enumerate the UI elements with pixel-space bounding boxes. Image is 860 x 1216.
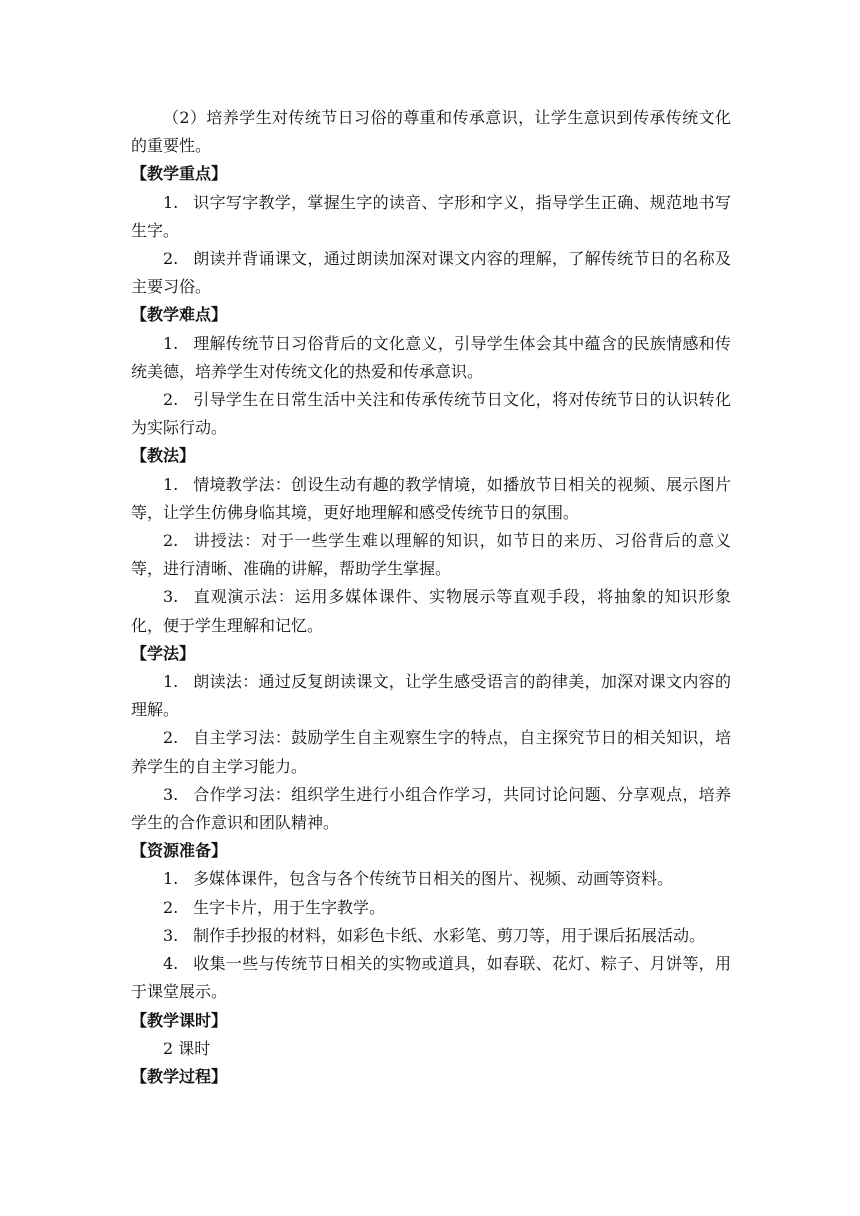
item-number: 2.	[163, 897, 179, 917]
class-hours-value	[131, 1035, 731, 1063]
item-text: 理解传统节日习俗背后的文化意义，引导学生体会其中蕴含的民族情感和传统美德，培养学生对传统文化的热爱和传承意识。	[131, 333, 731, 381]
item-number: 1.	[163, 869, 179, 889]
item-text: 收集一些与传统节日相关的实物或道具，如春联、花灯、粽子、月饼等，用于课堂展示。	[131, 954, 731, 1002]
item-number: 1.	[163, 333, 179, 353]
list-item	[131, 245, 731, 301]
item-text: 合作学习法：组织学生进行小组合作学习，共同讨论问题、分享观点，培养学生的合作意识和团队精神。	[131, 784, 731, 833]
list-item	[131, 527, 731, 583]
list-item	[131, 668, 731, 724]
item-number: 3.	[163, 925, 179, 945]
item-number: 2.	[163, 728, 179, 748]
list-item	[131, 724, 731, 780]
list-item	[131, 189, 731, 245]
item-number: 1.	[163, 192, 179, 212]
item-text: 自主学习法：鼓励学生自主观察生字的特点，自主探究节日的相关知识，培养学生的自主学习能力。	[131, 728, 731, 776]
item-text: 引导学生在日常生活中关注和传承传统节日文化，将对传统节日的认识转化为实际行动。	[131, 390, 731, 438]
item-text: 生字卡片，用于生字教学。	[193, 897, 386, 917]
list-item	[131, 386, 731, 442]
section-heading-teaching-methods: 【教法】	[131, 446, 196, 466]
item-text: 2 课时	[163, 1038, 211, 1058]
list-item	[131, 950, 731, 1006]
section-heading-teaching-process: 【教学过程】	[131, 1066, 228, 1086]
item-number: 3.	[163, 587, 179, 607]
item-number: 2.	[163, 531, 179, 551]
item-number: 4.	[163, 954, 179, 974]
section-heading-class-hours: 【教学课时】	[131, 1010, 228, 1030]
section-heading-resources: 【资源准备】	[131, 841, 228, 861]
item-number: 2.	[163, 390, 179, 410]
item-number: 1.	[163, 672, 179, 692]
intro-paragraph: （2）培养学生对传统节日习俗的尊重和传承意识，让学生意识到传承传统文化的重要性。	[131, 108, 731, 156]
item-text: 朗读并背诵课文，通过朗读加深对课文内容的理解，了解传统节日的名称及主要习俗。	[131, 249, 731, 297]
item-number: 3.	[163, 784, 179, 804]
item-text: 识字写字教学，掌握生字的读音、字形和字义，指导学生正确、规范地书写生字。	[131, 192, 731, 240]
item-text: 情境教学法：创设生动有趣的教学情境，如播放节日相关的视频、展示图片等，让学生仿佛身临其境，更好地理解和感受传统节日的氛围。	[131, 474, 731, 522]
section-heading-learning-methods: 【学法】	[131, 643, 196, 663]
section-heading-difficulties: 【教学难点】	[131, 305, 228, 325]
item-text: 讲授法：对于一些学生难以理解的知识，如节日的来历、习俗背后的意义等，进行清晰、准确的讲解，帮助学生掌握。	[131, 531, 731, 579]
item-text: 制作手抄报的材料，如彩色卡纸、水彩笔、剪刀等，用于课后拓展活动。	[193, 925, 706, 945]
document-page	[131, 104, 731, 1091]
item-text: 多媒体课件，包含与各个传统节日相关的图片、视频、动画等资料。	[193, 869, 674, 889]
list-item	[131, 330, 731, 386]
item-text: 朗读法：通过反复朗读课文，让学生感受语言的韵律美，加深对课文内容的理解。	[131, 672, 731, 720]
list-item	[131, 781, 731, 837]
list-item	[131, 471, 731, 527]
section-heading-key-points: 【教学重点】	[131, 164, 228, 184]
list-item	[131, 894, 731, 922]
list-item	[131, 583, 731, 639]
item-number: 1.	[163, 474, 179, 494]
item-number: 2.	[163, 249, 179, 269]
list-item	[131, 922, 731, 950]
item-text: 直观演示法：运用多媒体课件、实物展示等直观手段，将抽象的知识形象化，便于学生理解和记忆。	[131, 587, 731, 635]
list-item	[131, 865, 731, 893]
